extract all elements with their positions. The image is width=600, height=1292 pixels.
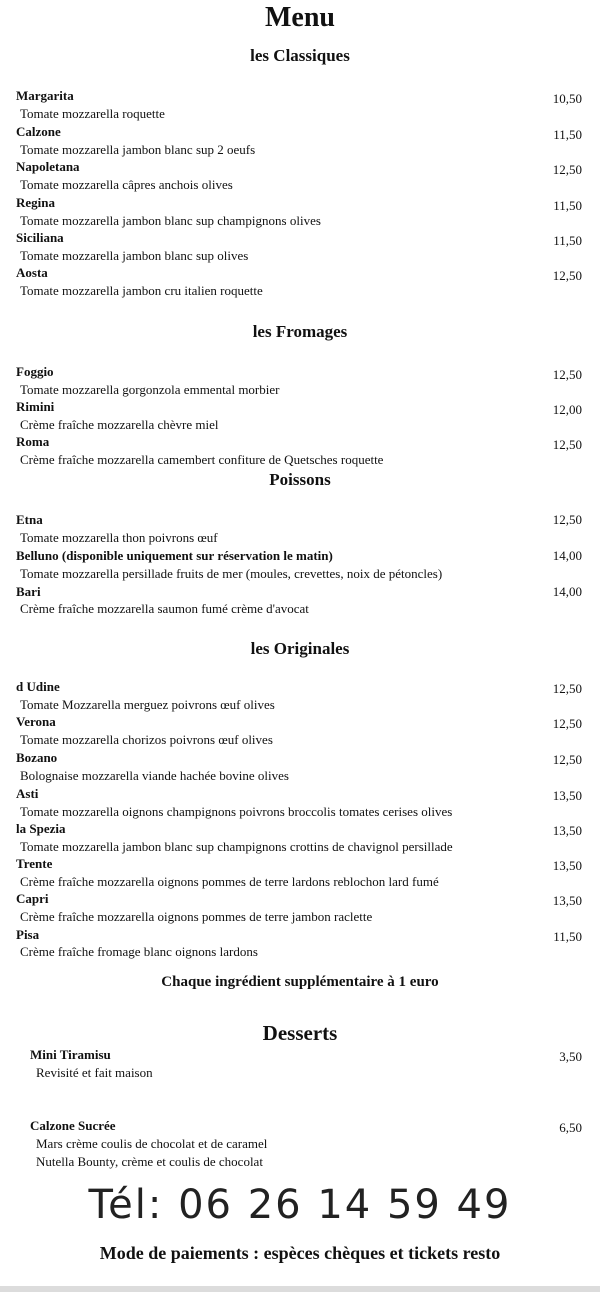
item-price: 12,50	[552, 681, 582, 696]
item-desc: Tomate Mozzarella merguez poivrons œuf olives	[20, 697, 275, 712]
item-desc: Tomate mozzarella jambon blanc sup olives	[20, 248, 249, 263]
item-name: Verona	[16, 714, 56, 729]
dessert-name: Mini Tiramisu	[30, 1047, 111, 1062]
item-name: Trente	[16, 856, 53, 871]
section-title-originales: les Originales	[250, 639, 350, 658]
item-name: Aosta	[16, 265, 48, 280]
item-desc: Tomate mozzarella thon poivrons œuf	[20, 530, 218, 545]
item-name: d Udine	[16, 679, 60, 694]
item-name: Etna	[16, 512, 43, 527]
item-desc: Tomate mozzarella chorizos poivrons œuf olives	[20, 732, 273, 747]
bottom-edge	[0, 1286, 600, 1292]
item-price: 10,50	[552, 91, 582, 106]
item-name: Bari	[16, 584, 41, 599]
extra-ingredient-note: Chaque ingrédient supplémentaire à 1 euro	[161, 974, 439, 990]
item-price: 13,50	[552, 893, 582, 908]
item-price: 13,50	[552, 788, 582, 803]
item-name: Asti	[16, 786, 39, 801]
item-price: 12,50	[552, 162, 582, 177]
dessert-desc: Revisité et fait maison	[36, 1065, 153, 1080]
item-price: 13,50	[552, 858, 582, 873]
payment-info: Mode de paiements : espèces chèques et tickets resto	[99, 1243, 501, 1263]
item-desc: Tomate mozzarella roquette	[20, 106, 165, 121]
item-name: Siciliana	[16, 230, 64, 245]
item-desc: Crème fraîche mozzarella oignons pommes de terre jambon raclette	[20, 909, 373, 924]
item-price: 11,50	[553, 127, 582, 142]
item-price: 12,50	[552, 268, 582, 283]
item-price: 13,50	[552, 823, 582, 838]
item-price: 11,50	[553, 929, 582, 944]
item-name: Foggio	[16, 364, 54, 379]
item-price: 12,50	[552, 512, 582, 527]
item-desc: Tomate mozzarella persillade fruits de mer (moules, crevettes, noix de pétoncles)	[20, 566, 443, 581]
item-name: Margarita	[16, 88, 74, 103]
section-title-poissons: Poissons	[269, 470, 331, 489]
dessert-desc: Nutella Bounty, crème et coulis de chocolat	[36, 1154, 263, 1169]
item-desc: Tomate mozzarella jambon blanc sup champignons olives	[20, 213, 321, 228]
item-desc: Tomate mozzarella câpres anchois olives	[20, 177, 233, 192]
item-price: 12,50	[552, 716, 582, 731]
menu-title: Menu	[265, 2, 335, 33]
item-desc: Crème fraîche mozzarella chèvre miel	[20, 417, 219, 432]
item-name: Napoletana	[16, 159, 80, 174]
item-name: Capri	[16, 891, 49, 906]
section-title-fromages: les Fromages	[252, 322, 348, 341]
dessert-price: 6,50	[559, 1120, 582, 1135]
dessert-price: 3,50	[559, 1049, 582, 1064]
section-title-classiques: les Classiques	[250, 46, 350, 65]
item-name: Regina	[16, 195, 55, 210]
dessert-name: Calzone Sucrée	[30, 1118, 116, 1133]
item-desc: Tomate mozzarella gorgonzola emmental morbier	[20, 382, 280, 397]
item-name: Pisa	[16, 927, 40, 942]
item-name: la Spezia	[16, 821, 66, 836]
item-desc: Bolognaise mozzarella viande hachée bovine olives	[20, 768, 289, 783]
item-desc: Tomate mozzarella jambon blanc sup 2 oeufs	[20, 142, 256, 157]
item-desc: Tomate mozzarella oignons champignons poivrons broccolis tomates cerises olives	[20, 804, 453, 819]
item-name: Roma	[16, 434, 50, 449]
item-name: Rimini	[16, 399, 55, 414]
item-desc: Crème fraîche fromage blanc oignons lardons	[20, 944, 258, 959]
item-price: 12,50	[552, 437, 582, 452]
item-price: 11,50	[553, 198, 582, 213]
item-price: 12,00	[552, 402, 582, 417]
item-desc: Crème fraîche mozzarella camembert confiture de Quetsches roquette	[20, 452, 384, 467]
item-name: Belluno (disponible uniquement sur réservation le matin)	[16, 548, 333, 563]
phone-number: Tél: 06 26 14 59 49	[88, 1182, 512, 1228]
dessert-desc: Mars crème coulis de chocolat et de caramel	[36, 1136, 268, 1151]
item-price: 11,50	[553, 233, 582, 248]
item-desc: Crème fraîche mozzarella oignons pommes de terre lardons reblochon lard fumé	[20, 874, 439, 889]
item-price: 14,00	[552, 548, 582, 563]
item-name: Bozano	[16, 750, 58, 765]
item-price: 12,50	[552, 752, 582, 767]
section-title-desserts: Desserts	[262, 1021, 338, 1045]
item-desc: Crème fraîche mozzarella saumon fumé crème d'avocat	[20, 601, 309, 616]
item-name: Calzone	[16, 124, 61, 139]
item-price: 14,00	[552, 584, 582, 599]
item-desc: Tomate mozzarella jambon cru italien roquette	[20, 283, 263, 298]
item-price: 12,50	[552, 367, 582, 382]
item-desc: Tomate mozzarella jambon blanc sup champignons crottins de chavignol persillade	[20, 839, 453, 854]
